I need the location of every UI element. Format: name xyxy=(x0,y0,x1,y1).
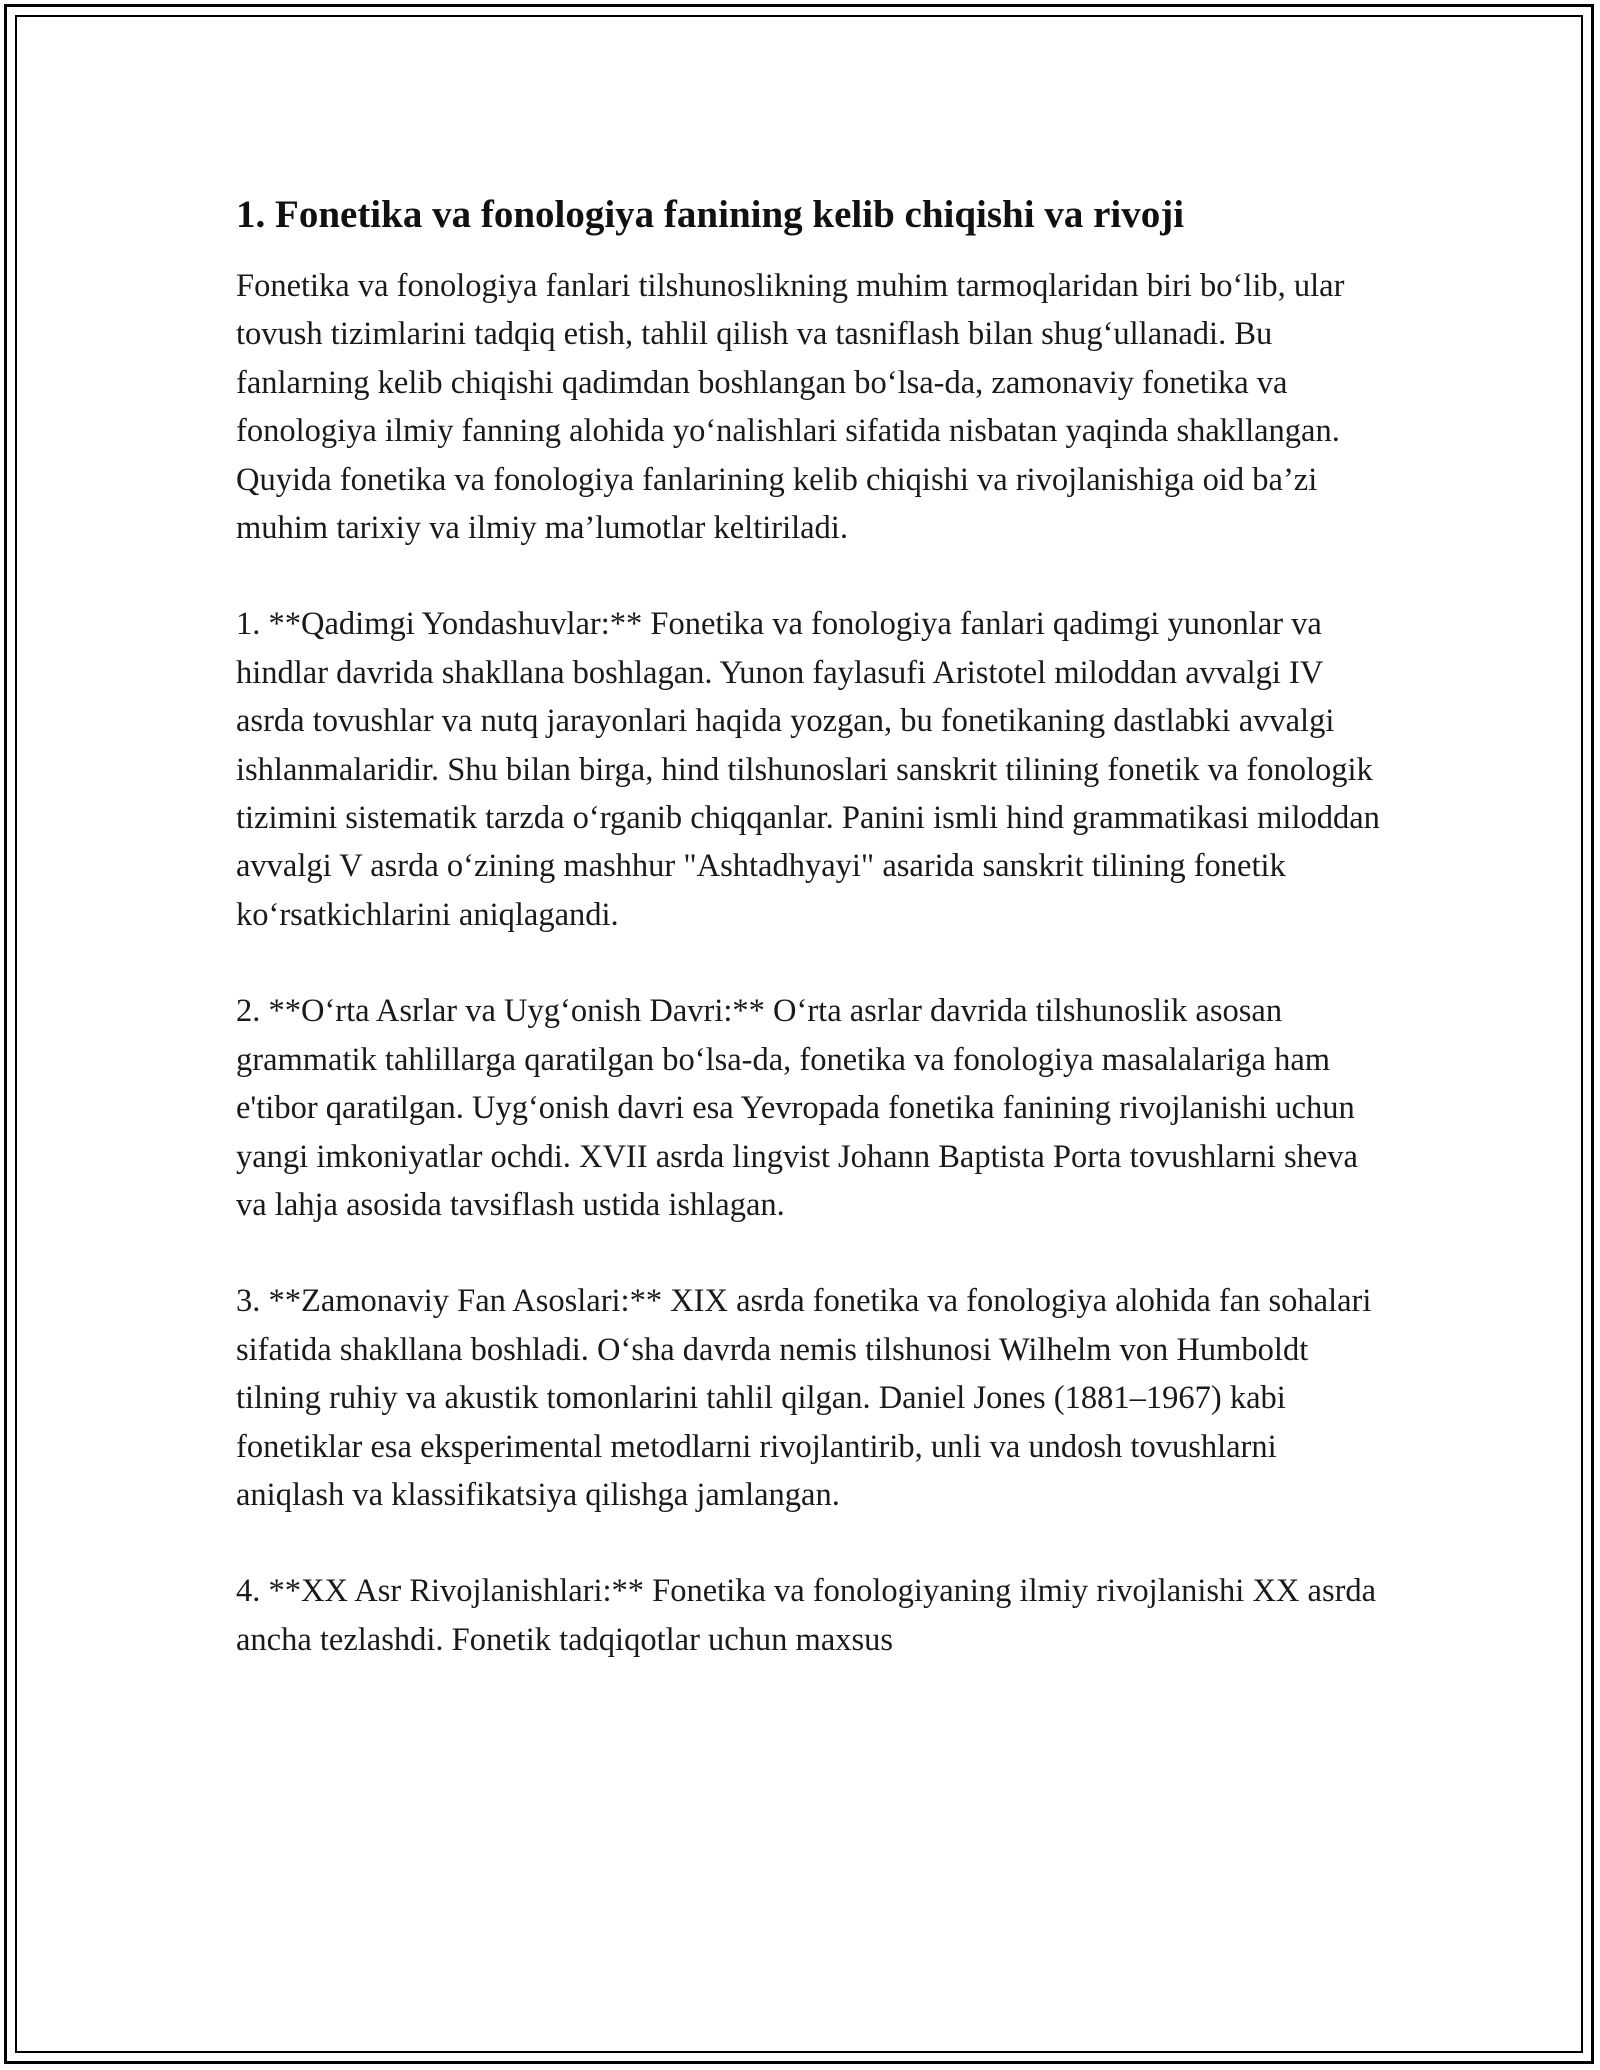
document-body xyxy=(236,190,1386,1664)
section-title: 1. Fonetika va fonologiya fanining kelib chiqishi va rivoji xyxy=(236,193,1185,236)
paragraph-middle-ages: 2. **O‘rta Asrlar va Uyg‘onish Davri:** O‘rta asrlar davrida tilshunoslik asosan grammatik tahlillarga qaratilgan bo‘lsa-da, fonetika va fonologiya masalalariga ham e'tibor qaratilgan. Uyg‘onish davri esa Yevropada fonetika fanining rivojlanishi uchun yangi imkoniyatlar ochdi. XVII asrda lingvist Johann Baptista Porta tovushlarni sheva va lahja asosida tavsiflash ustida ishlagan. xyxy=(236,993,1358,1223)
paragraph-ancient-approaches: 1. **Qadimgi Yondashuvlar:** Fonetika va fonologiya fanlari qadimgi yunonlar va hindlar davrida shakllana boshlagan. Yunon faylasufi Aristotel miloddan avvalgi IV asrda tovushlar va nutq jarayonlari haqida yozgan, bu fonetikaning dastlabki avvalgi ishlanmalaridir. Shu bilan birga, hind tilshunoslari sanskrit tilining fonetik va fonologik tizimini sistematik tarzda o‘rganib chiqqanlar. Panini ismli hind grammatikasi miloddan avvalgi V asrda o‘zining mashhur "Ashtadhyayi" asarida sanskrit tilining fonetik ko‘rsatkichlarini aniqlagandi. xyxy=(236,606,1380,933)
paragraph-intro: Fonetika va fonologiya fanlari tilshunoslikning muhim tarmoqlaridan biri bo‘lib, ular tovush tizimlarini tadqiq etish, tahlil qilish va tasniflash bilan shug‘ullanadi. Bu fanlarning kelib chiqishi qadimdan boshlangan bo‘lsa-da, zamonaviy fonetika va fonologiya ilmiy fanning alohida yo‘nalishlari sifatida nisbatan yaqinda shakllangan. Quyida fonetika va fonologiya fanlarining kelib chiqishi va rivojlanishiga oid ba’zi muhim tarixiy va ilmiy ma’lumotlar keltiriladi. xyxy=(236,268,1345,547)
paragraph-twentieth-century: 4. **XX Asr Rivojlanishlari:** Fonetika va fonologiyaning ilmiy rivojlanishi XX asrda ancha tezlashdi. Fonetik tadqiqotlar uchun maxsus xyxy=(236,1573,1377,1658)
paragraph-modern-foundations: 3. **Zamonaviy Fan Asoslari:** XIX asrda fonetika va fonologiya alohida fan sohalari sifatida shakllana boshladi. O‘sha davrda nemis tilshunosi Wilhelm von Humboldt tilning ruhiy va akustik tomonlarini tahlil qilgan. Daniel Jones (1881–1967) kabi fonetiklar esa eksperimental metodlarni rivojlantirib, unli va undosh tovushlarni aniqlash va klassifikatsiya qilishga jamlangan. xyxy=(236,1283,1372,1513)
